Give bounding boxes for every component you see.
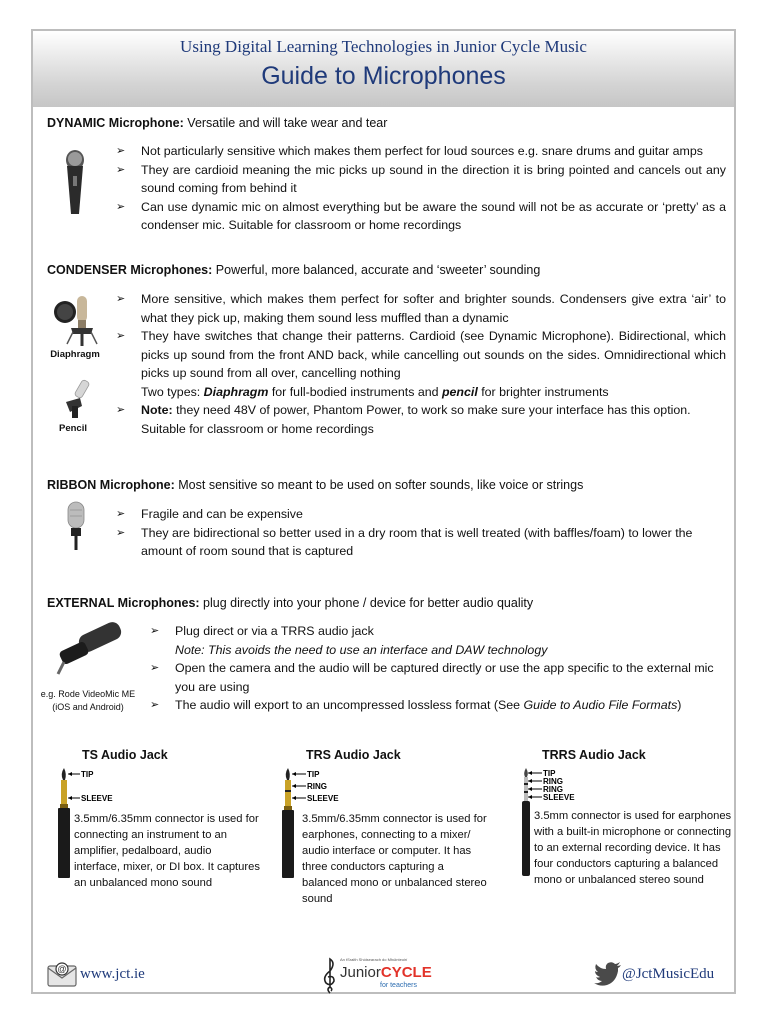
list-item: ➢ Open the camera and the audio will be captured directly or use the app specific to the external mic you are using <box>150 661 714 694</box>
mail-icon <box>47 960 77 988</box>
condenser-desc: Powerful, more balanced, accurate and ‘sweeter’ sounding <box>215 263 541 277</box>
trrs-jack-title: TRRS Audio Jack <box>542 748 646 762</box>
page-title: Guide to Microphones <box>261 62 506 90</box>
trrs-jack-text: 3.5mm connector is used for earphones with a built-in microphone or connecting to an external recording device. It has four conductors capturing a balanced mono or unbalanced stereo sound <box>534 810 732 886</box>
trs-jack-title: TRS Audio Jack <box>306 748 401 762</box>
ts-label-tip: TIP <box>81 770 94 779</box>
list-item: ➢ Fragile and can be expensive <box>116 507 303 521</box>
external-mic-image <box>50 622 126 678</box>
dynamic-name: DYNAMIC Microphone: <box>47 116 184 130</box>
logo-for-teachers: for teachers <box>380 982 417 989</box>
dynamic-heading <box>47 116 387 130</box>
junior-cycle-logo <box>322 955 432 995</box>
trrs-label-ring-1: RING <box>543 777 563 786</box>
external-caption: e.g. Rode VideoMic ME (iOS and Android) <box>40 689 136 712</box>
ts-label-sleeve: SLEEVE <box>81 794 113 803</box>
trs-label-ring: RING <box>307 782 327 791</box>
list-item: ➢ Not particularly sensitive which makes them perfect for loud sources e.g. snare drums and guitar amps <box>116 144 703 158</box>
external-heading <box>47 596 533 610</box>
list-item: ➢ They have switches that change their patterns. Cardioid (see Dynamic Microphone). Bidirectional, which picks up sound from the front AND back, while cancelling out sounds on the sides. Omnidirectional which picks up sound from all over, cancelling nothing Two types: Diaphragm for full-bodied instruments and pencil for brighter instruments <box>116 329 726 399</box>
list-item: ➢ Can use dynamic mic on almost everything but be aware the sound will not be as accurate or ‘pretty’ as a condenser mic. Suitable for classroom or home recordings <box>116 199 726 232</box>
ts-jack-title: TS Audio Jack <box>82 748 168 762</box>
list-item: ➢ Plug direct or via a TRRS audio jack Note: This avoids the need to use an interface and DAW technology <box>150 624 548 657</box>
website-link[interactable]: www.jct.ie <box>80 966 145 982</box>
treble-clef-icon <box>322 957 338 993</box>
list-item: ➢ The audio will export to an uncompressed lossless format (See Guide to Audio File Formats) <box>150 698 682 712</box>
pencil-mic-image <box>60 380 100 420</box>
dynamic-mic-image <box>64 150 86 216</box>
external-desc: plug directly into your phone / device for better audio quality <box>203 596 534 610</box>
condenser-heading <box>47 263 540 277</box>
ribbon-desc: Most sensitive so meant to be used on softer sounds, like voice or strings <box>178 478 584 492</box>
logo-wordmark: JuniorCYCLE <box>340 964 432 981</box>
dynamic-bullets <box>116 142 726 235</box>
trrs-label-tip: TIP <box>543 769 556 778</box>
diaphragm-mic-image <box>53 290 99 346</box>
list-item: ➢ Note: they need 48V of power, Phantom Power, to work so make sure your interface has this option. Suitable for classroom or home recordings <box>116 403 691 436</box>
page-subtitle: Using Digital Learning Technologies in Junior Cycle Music <box>180 37 587 56</box>
logo-small-text: An tSraith Shóisearach do Mhúinteoirí <box>340 957 408 962</box>
trs-label-tip: TIP <box>307 770 320 779</box>
pencil-caption: Pencil <box>59 423 87 434</box>
svg-text:@: @ <box>57 964 67 974</box>
ribbon-bullets <box>116 505 726 561</box>
page-header <box>33 31 734 107</box>
ribbon-name: RIBBON Microphone: <box>47 478 175 492</box>
trs-label-sleeve: SLEEVE <box>307 794 339 803</box>
ribbon-heading <box>47 478 583 492</box>
twitter-handle-link[interactable]: @JctMusicEdu <box>622 966 715 982</box>
condenser-name: CONDENSER Microphones: <box>47 263 213 277</box>
diaphragm-caption: Diaphragm <box>50 349 100 360</box>
list-item: ➢ They are cardioid meaning the mic picks up sound in the direction it is bring pointed and cancels out any sound coming from behind it <box>116 162 726 195</box>
twitter-icon <box>594 962 622 986</box>
external-bullets <box>150 622 726 715</box>
condenser-bullets <box>116 290 726 438</box>
ribbon-mic-image <box>64 500 88 550</box>
list-item: ➢ They are bidirectional so better used in a dry room that is well treated (with baffles/foam) to lower the amount of room sound that is captured <box>116 525 693 558</box>
trrs-label-sleeve: SLEEVE <box>543 793 575 802</box>
ts-jack-text: 3.5mm/6.35mm connector is used for connecting an instrument to an amplifier, pedalboard, audio interface, mixer, or DI box. It captures an unbalanced mono sound <box>74 813 260 889</box>
trs-jack-text: 3.5mm/6.35mm connector is used for earphones, connecting to a mixer/ audio interface or computer. It has three conductors capturing a balanced mono or unbalanced stereo sound <box>302 813 487 905</box>
list-item: ➢ More sensitive, which makes them perfect for softer and brighter sounds. Condensers give extra ‘air’ to what they pick up, making them sound less muffled than a dynamic <box>116 292 726 325</box>
external-name: EXTERNAL Microphones: <box>47 596 200 610</box>
dynamic-desc: Versatile and will take wear and tear <box>187 116 388 130</box>
trrs-label-ring-2: RING <box>543 785 563 794</box>
